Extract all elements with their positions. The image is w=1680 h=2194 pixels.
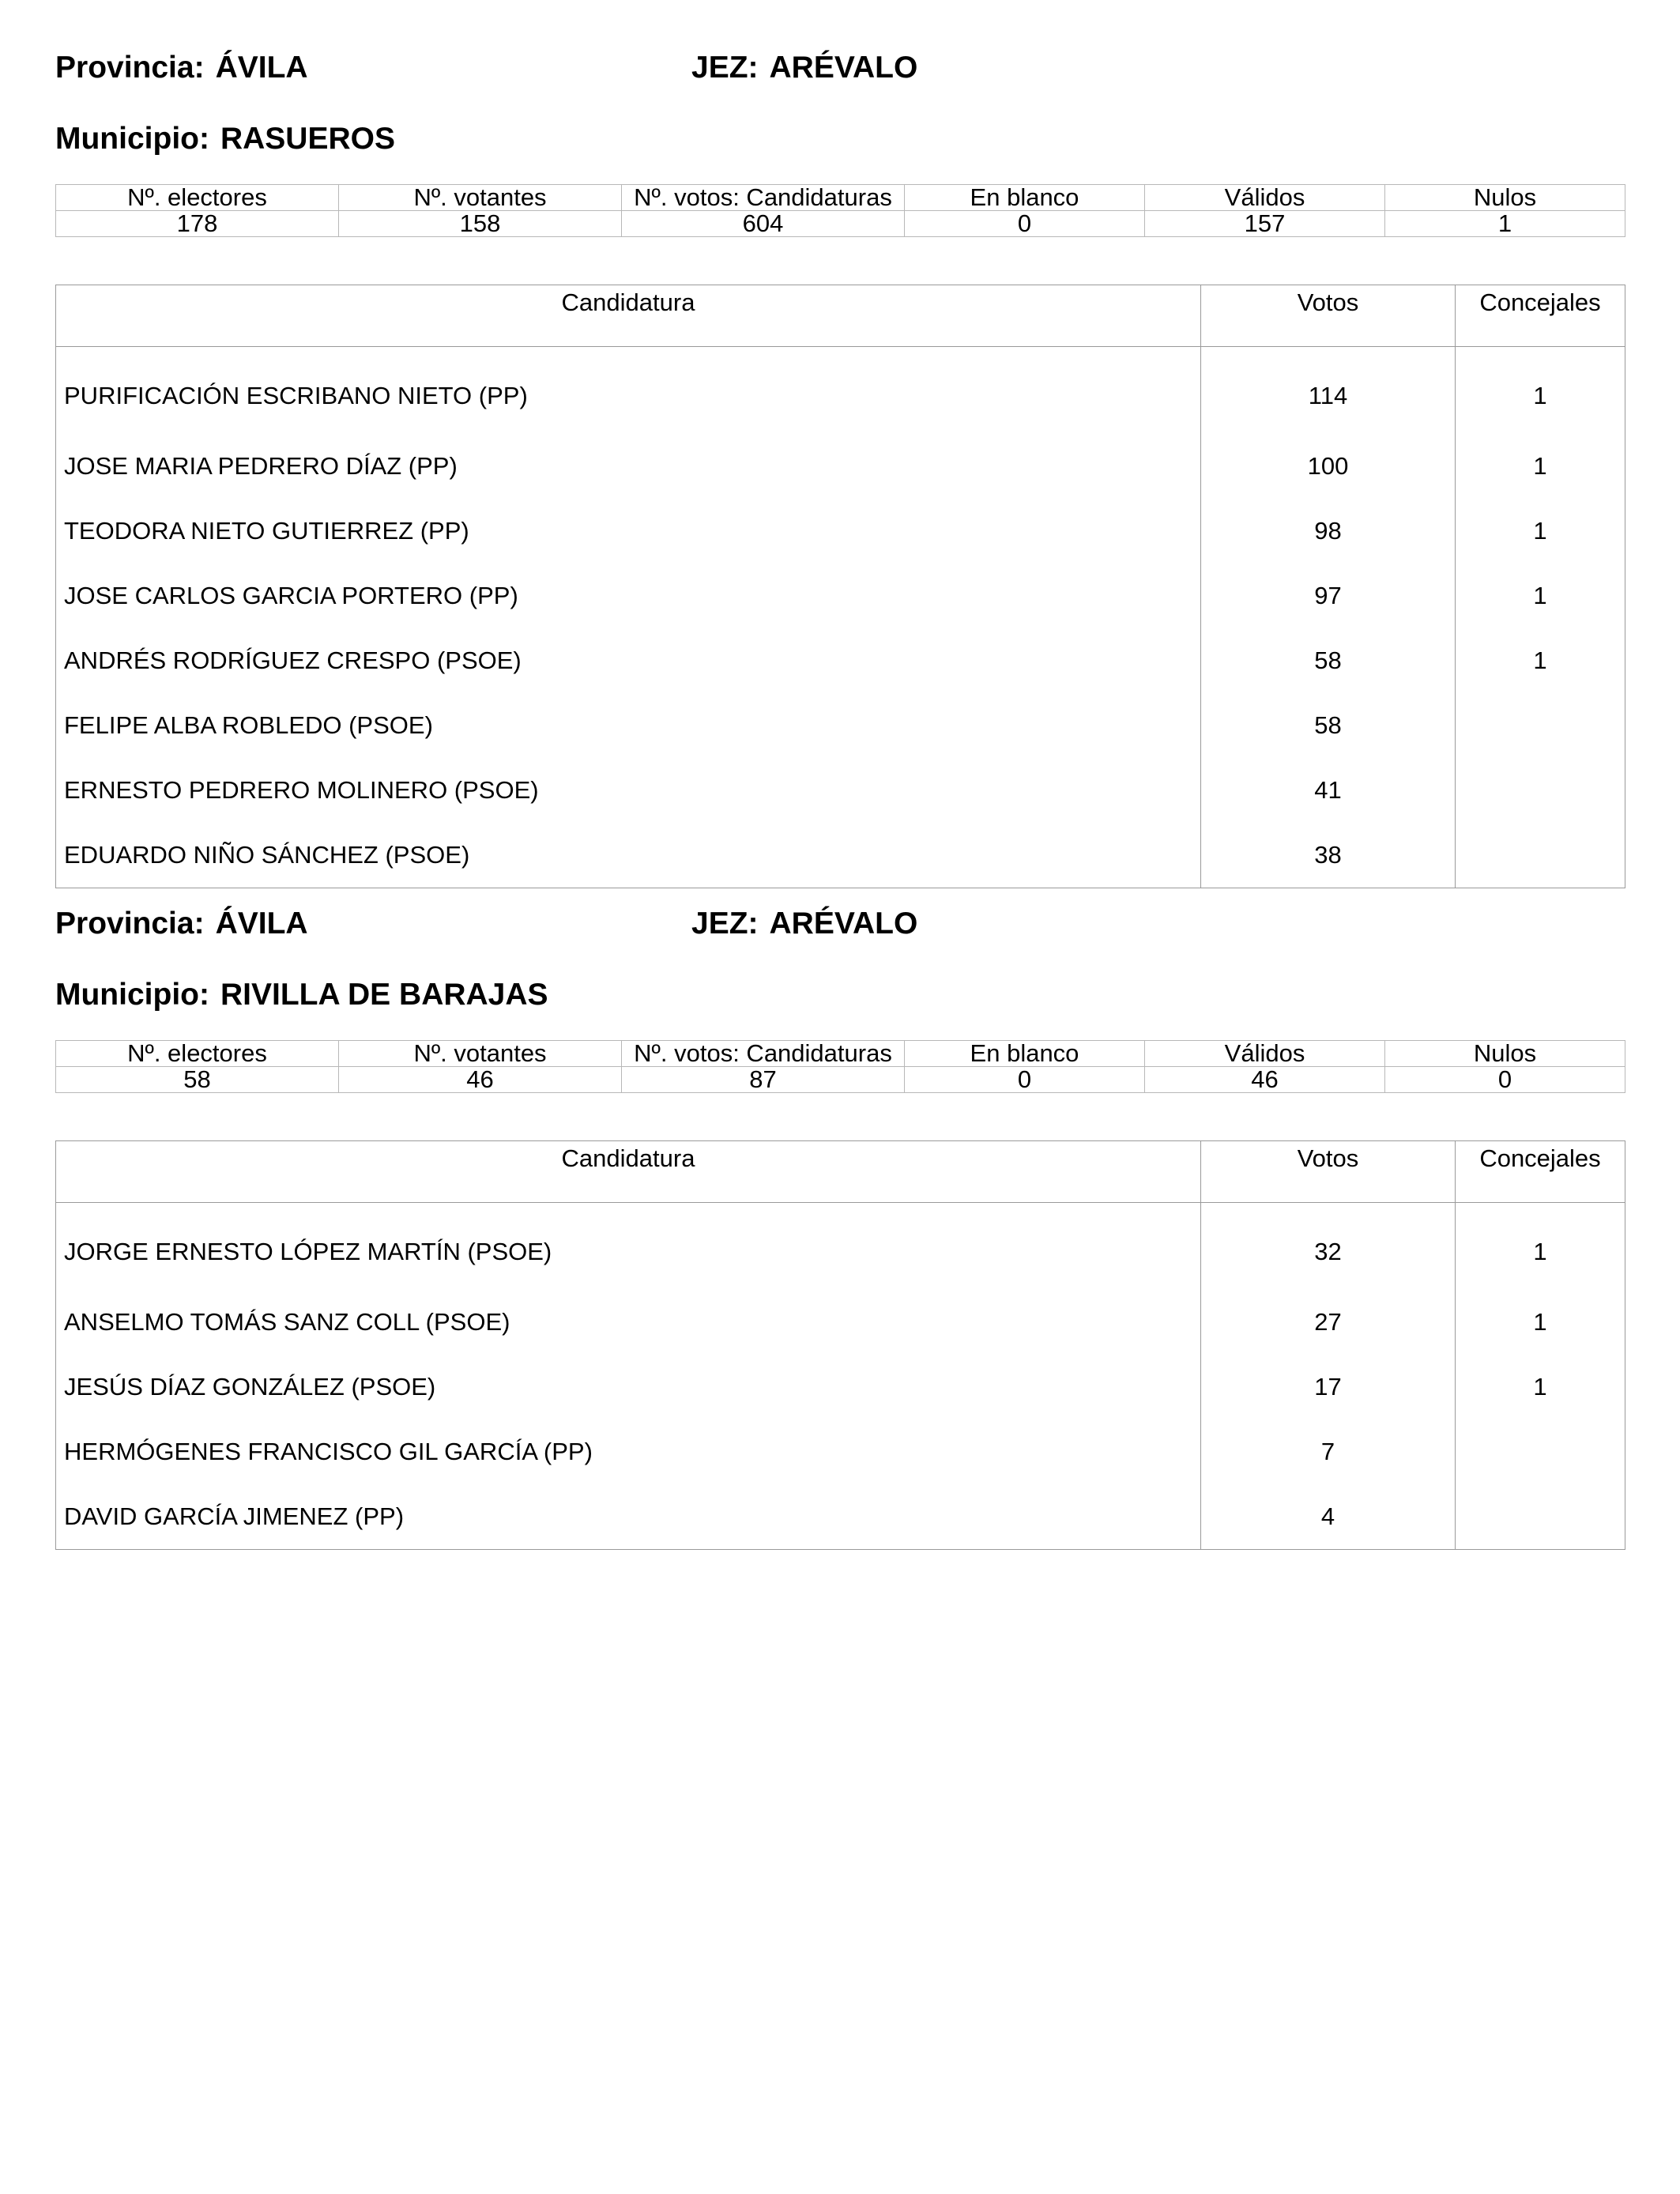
summary-header-row <box>56 1041 1625 1067</box>
candidate-name: JORGE ERNESTO LÓPEZ MARTÍN (PSOE) <box>56 1203 1201 1291</box>
table-row <box>56 693 1625 758</box>
summary-header-electores: Nº. electores <box>56 185 339 211</box>
table-row <box>56 1484 1625 1550</box>
candidates-table <box>55 285 1625 888</box>
candidate-name: HERMÓGENES FRANCISCO GIL GARCÍA (PP) <box>56 1419 1201 1484</box>
summary-header-votos-candidaturas: Nº. votos: Candidaturas <box>622 185 905 211</box>
summary-header-en-blanco: En blanco <box>905 1041 1145 1067</box>
candidate-votos: 32 <box>1201 1203 1456 1291</box>
concejales-header: Concejales <box>1456 285 1625 347</box>
candidate-votos: 58 <box>1201 628 1456 693</box>
table-row <box>56 434 1625 499</box>
candidate-name: ERNESTO PEDRERO MOLINERO (PSOE) <box>56 758 1201 823</box>
municipio-value: RASUEROS <box>220 122 396 156</box>
summary-header-validos: Válidos <box>1145 1041 1385 1067</box>
votos-header: Votos <box>1201 285 1456 347</box>
candidate-concejales: 1 <box>1456 1355 1625 1419</box>
table-row <box>56 499 1625 564</box>
provincia-heading: Provincia: ÁVILA <box>55 907 308 941</box>
candidate-concejales: 1 <box>1456 564 1625 628</box>
candidate-name: TEODORA NIETO GUTIERREZ (PP) <box>56 499 1201 564</box>
summary-value-validos: 46 <box>1145 1067 1385 1093</box>
summary-table <box>55 184 1625 237</box>
candidates-header-row <box>56 285 1625 347</box>
summary-value-validos: 157 <box>1145 211 1385 237</box>
summary-header-electores: Nº. electores <box>56 1041 339 1067</box>
candidate-concejales <box>1456 1484 1625 1550</box>
jez-heading: JEZ: ARÉVALO <box>691 51 918 85</box>
summary-value-electores: 58 <box>56 1067 339 1093</box>
jez-value: ARÉVALO <box>769 907 918 941</box>
jez-heading: JEZ: ARÉVALO <box>691 907 918 941</box>
candidate-name: JOSE CARLOS GARCIA PORTERO (PP) <box>56 564 1201 628</box>
candidate-name: FELIPE ALBA ROBLEDO (PSOE) <box>56 693 1201 758</box>
candidate-votos: 114 <box>1201 347 1456 435</box>
table-row <box>56 1290 1625 1355</box>
candidate-votos: 7 <box>1201 1419 1456 1484</box>
candidate-concejales: 1 <box>1456 1290 1625 1355</box>
table-row <box>56 628 1625 693</box>
summary-value-nulos: 1 <box>1385 211 1625 237</box>
votos-header: Votos <box>1201 1141 1456 1203</box>
provincia-value: ÁVILA <box>215 907 308 941</box>
candidate-concejales: 1 <box>1456 347 1625 435</box>
summary-value-en-blanco: 0 <box>905 211 1145 237</box>
table-row <box>56 347 1625 435</box>
candidate-concejales <box>1456 693 1625 758</box>
municipio-heading: Municipio: RIVILLA DE BARAJAS <box>55 978 548 1012</box>
table-row <box>56 1355 1625 1419</box>
summary-header-nulos: Nulos <box>1385 185 1625 211</box>
candidates-header-row <box>56 1141 1625 1203</box>
candidate-votos: 97 <box>1201 564 1456 628</box>
concejales-header: Concejales <box>1456 1141 1625 1203</box>
candidate-votos: 4 <box>1201 1484 1456 1550</box>
candidate-concejales: 1 <box>1456 434 1625 499</box>
candidate-votos: 58 <box>1201 693 1456 758</box>
candidate-votos: 27 <box>1201 1290 1456 1355</box>
summary-header-nulos: Nulos <box>1385 1041 1625 1067</box>
candidate-concejales: 1 <box>1456 499 1625 564</box>
summary-value-en-blanco: 0 <box>905 1067 1145 1093</box>
summary-value-row <box>56 211 1625 237</box>
summary-value-votantes: 46 <box>339 1067 622 1093</box>
candidate-concejales: 1 <box>1456 628 1625 693</box>
candidate-name: JESÚS DÍAZ GONZÁLEZ (PSOE) <box>56 1355 1201 1419</box>
summary-header-votantes: Nº. votantes <box>339 1041 622 1067</box>
summary-header-validos: Válidos <box>1145 185 1385 211</box>
table-row <box>56 564 1625 628</box>
municipio-heading: Municipio: RASUEROS <box>55 122 396 156</box>
table-row <box>56 823 1625 888</box>
candidate-concejales <box>1456 823 1625 888</box>
provincia-value: ÁVILA <box>215 51 308 85</box>
summary-value-electores: 178 <box>56 211 339 237</box>
candidate-votos: 38 <box>1201 823 1456 888</box>
candidate-name: JOSE MARIA PEDRERO DÍAZ (PP) <box>56 434 1201 499</box>
summary-value-votos-candidaturas: 604 <box>622 211 905 237</box>
candidate-votos: 100 <box>1201 434 1456 499</box>
summary-header-en-blanco: En blanco <box>905 185 1145 211</box>
summary-header-votantes: Nº. votantes <box>339 185 622 211</box>
summary-value-row <box>56 1067 1625 1093</box>
candidatura-header: Candidatura <box>56 285 1201 347</box>
table-row <box>56 1419 1625 1484</box>
table-row <box>56 758 1625 823</box>
candidate-votos: 41 <box>1201 758 1456 823</box>
summary-header-row <box>56 185 1625 211</box>
provincia-heading: Provincia: ÁVILA <box>55 51 308 85</box>
candidate-name: ANSELMO TOMÁS SANZ COLL (PSOE) <box>56 1290 1201 1355</box>
summary-value-votos-candidaturas: 87 <box>622 1067 905 1093</box>
summary-header-votos-candidaturas: Nº. votos: Candidaturas <box>622 1041 905 1067</box>
candidate-concejales <box>1456 1419 1625 1484</box>
candidate-name: DAVID GARCÍA JIMENEZ (PP) <box>56 1484 1201 1550</box>
candidate-concejales <box>1456 758 1625 823</box>
candidate-name: EDUARDO NIÑO SÁNCHEZ (PSOE) <box>56 823 1201 888</box>
jez-value: ARÉVALO <box>769 51 918 85</box>
candidate-name: PURIFICACIÓN ESCRIBANO NIETO (PP) <box>56 347 1201 435</box>
summary-table <box>55 1040 1625 1093</box>
table-row <box>56 1203 1625 1291</box>
candidate-concejales: 1 <box>1456 1203 1625 1291</box>
candidate-votos: 98 <box>1201 499 1456 564</box>
municipio-value: RIVILLA DE BARAJAS <box>220 978 548 1012</box>
candidate-name: ANDRÉS RODRÍGUEZ CRESPO (PSOE) <box>56 628 1201 693</box>
summary-value-nulos: 0 <box>1385 1067 1625 1093</box>
candidate-votos: 17 <box>1201 1355 1456 1419</box>
candidatura-header: Candidatura <box>56 1141 1201 1203</box>
candidates-table <box>55 1140 1625 1550</box>
summary-value-votantes: 158 <box>339 211 622 237</box>
